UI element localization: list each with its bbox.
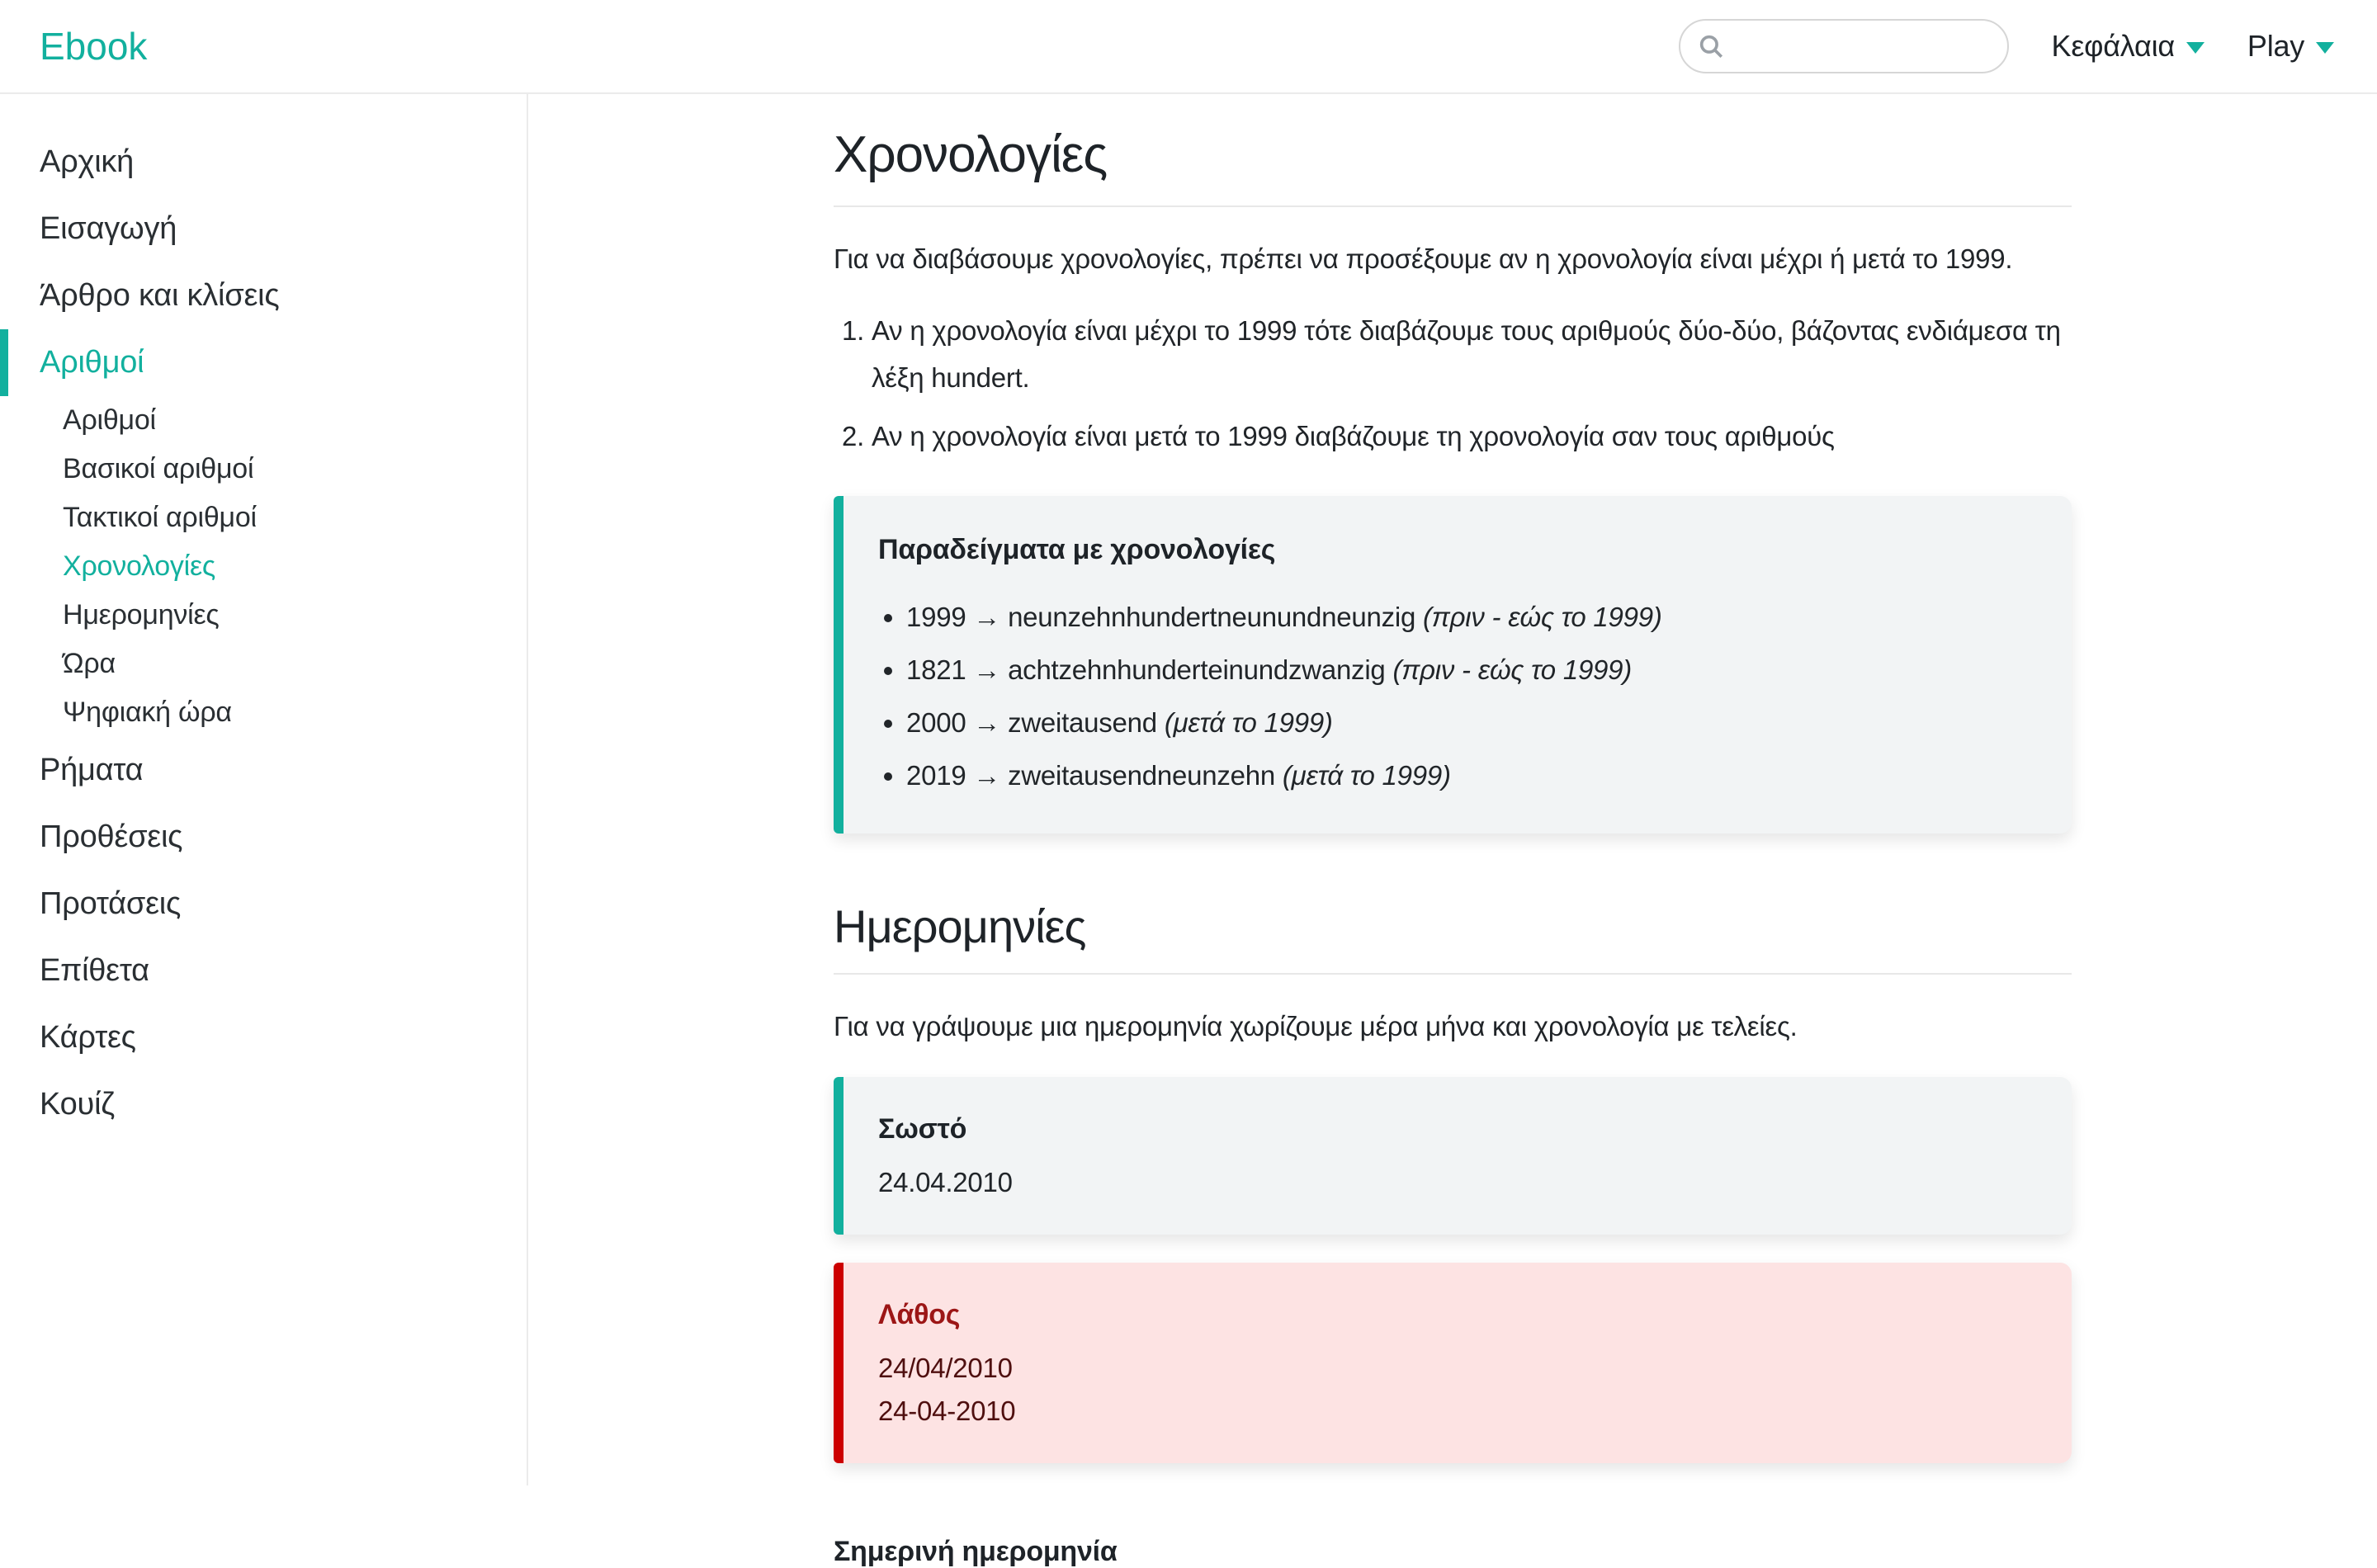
list-item: • 1999 → neunzehnhundertneunundneunzig (πριν - εώς το 1999) <box>906 597 2032 637</box>
play-menu[interactable] <box>2247 29 2334 64</box>
search-box[interactable] <box>1679 19 2009 73</box>
header-controls <box>1679 19 2334 73</box>
wrong-date-value: 24/04/2010 <box>878 1352 1013 1383</box>
play-menu-label: Play <box>2247 29 2304 63</box>
wrong-callout-title: Λάθος <box>878 1298 961 1330</box>
correct-callout <box>834 1077 2072 1235</box>
sidebar-item-introduction[interactable]: Εισαγωγή <box>40 211 177 246</box>
sidebar-subitem-time[interactable]: Ώρα <box>63 648 116 679</box>
list-item: • 1821 → achtzehnhunderteinundzwanzig (πριν - εώς το 1999) <box>906 650 2032 690</box>
example-note: (μετά το 1999) <box>1282 759 1451 791</box>
sidebar-item-articles[interactable]: Άρθρο και κλίσεις <box>40 278 280 313</box>
example-note: (πριν - εώς το 1999) <box>1392 654 1633 686</box>
chevron-down-icon <box>2316 42 2334 54</box>
todays-date-heading: Σημερινή ημερομηνία <box>834 1535 1118 1567</box>
search-input[interactable] <box>1735 21 2053 72</box>
list-item: 1. Αν η χρονολογία είναι μέχρι το 1999 τότε διαβάζουμε τους αριθμούς δύο-δύο, βάζοντας ενδιάμεσα τη λέξη hundert. <box>872 308 2072 402</box>
top-bar <box>0 0 2377 94</box>
page-title: Χρονολογίες <box>834 126 1108 183</box>
sidebar-item-cards[interactable]: Κάρτες <box>40 1020 136 1055</box>
list-item: • 2000 → zweitausend (μετά το 1999) <box>906 703 2032 743</box>
sidebar-item-adjectives[interactable]: Επίθετα <box>40 953 149 988</box>
correct-callout-title: Σωστό <box>878 1112 967 1145</box>
chapters-menu-label: Κεφάλαια <box>2051 29 2175 63</box>
sidebar-subitem-years[interactable]: Χρονολογίες <box>63 550 216 582</box>
sidebar-item-verbs[interactable]: Ρήματα <box>40 753 144 787</box>
sidebar-item-quiz[interactable]: Κουίζ <box>40 1087 115 1122</box>
divider <box>834 205 2072 207</box>
chapters-menu[interactable] <box>2052 29 2205 64</box>
example-note: (μετά το 1999) <box>1164 706 1333 738</box>
wrong-date-value: 24-04-2010 <box>878 1395 1016 1426</box>
list-item: 2. Αν η χρονολογία είναι μετά το 1999 διαβάζουμε τη χρονολογία σαν τους αριθμούς <box>872 413 2072 460</box>
examples-callout <box>834 496 2072 833</box>
search-icon <box>1697 32 1725 60</box>
sidebar-subitem-dates[interactable]: Ημερομηνίες <box>63 599 220 631</box>
chevron-down-icon <box>2186 42 2205 54</box>
sidebar-subitem-numbers[interactable]: Αριθμοί <box>63 404 156 436</box>
list-item: • 2019 → zweitausendneunzehn (μετά το 1999) <box>906 756 2032 796</box>
sidebar-subitem-cardinal-numbers[interactable]: Βασικοί αριθμοί <box>63 453 254 484</box>
app-logo[interactable]: Ebook <box>40 25 148 68</box>
sidebar-item-numbers[interactable]: Αριθμοί <box>0 329 527 396</box>
examples-callout-title: Παραδείγματα με χρονολογίες <box>878 534 1276 566</box>
sidebar-subnav <box>0 396 527 737</box>
correct-date-value: 24.04.2010 <box>878 1166 1013 1197</box>
wrong-callout <box>834 1263 2072 1463</box>
section-title: Ημερομηνίες <box>834 900 1086 952</box>
divider <box>834 973 2072 975</box>
sidebar <box>0 94 528 1485</box>
sidebar-item-sentences[interactable]: Προτάσεις <box>40 886 182 921</box>
dates-intro: Για να γράψουμε μια ημερομηνία χωρίζουμε μέρα μήνα και χρονολογία με τελείες. <box>834 1010 1798 1041</box>
main-content <box>528 94 2377 1567</box>
sidebar-subitem-ordinal-numbers[interactable]: Τακτικοί αριθμοί <box>63 502 257 533</box>
sidebar-subitem-digital-time[interactable]: Ψηφιακή ώρα <box>63 697 232 728</box>
years-intro: Για να διαβάσουμε χρονολογίες, πρέπει να προσέξουμε αν η χρονολογία είναι μέχρι ή μετά το 1999. <box>834 243 2013 274</box>
example-note: (πριν - εώς το 1999) <box>1423 602 1662 633</box>
sidebar-item-prepositions[interactable]: Προθέσεις <box>40 819 183 854</box>
examples-list <box>878 597 2032 795</box>
years-rules-list <box>834 308 2072 460</box>
sidebar-item-home[interactable]: Αρχική <box>40 144 135 179</box>
